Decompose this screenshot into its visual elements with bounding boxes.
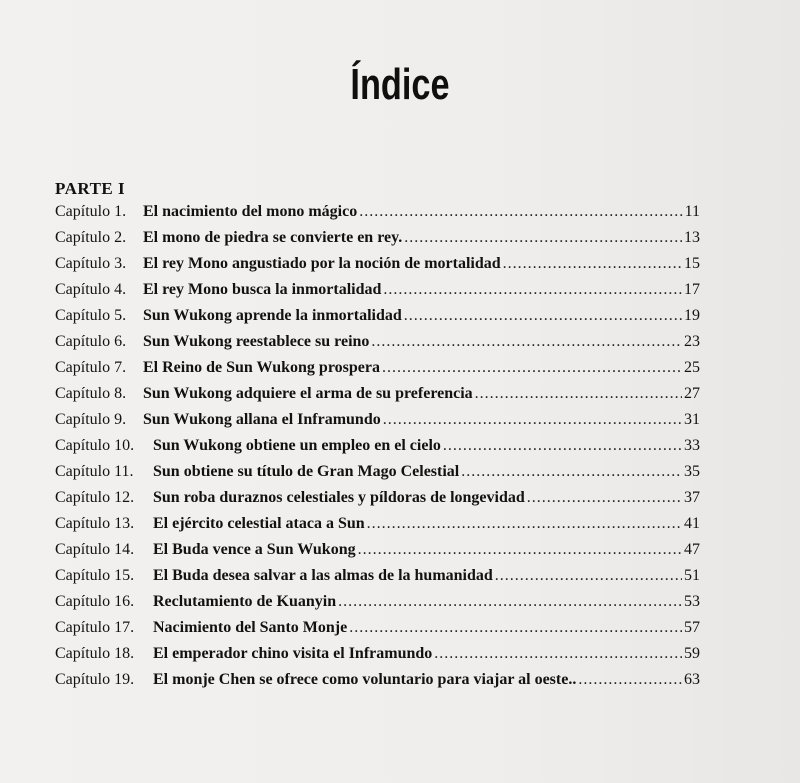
page-number: 25 xyxy=(684,359,700,376)
dot-leader xyxy=(578,671,682,689)
chapter-number: Capítulo 4. xyxy=(55,281,127,298)
chapter-title: El emperador chino visita el Inframundo xyxy=(153,645,433,662)
chapter-number: Capítulo 17. xyxy=(55,619,135,636)
chapter-title: El rey Mono busca la inmortalidad xyxy=(143,281,382,298)
dot-leader xyxy=(382,359,682,377)
toc-entry xyxy=(55,255,700,281)
chapter-title: El monje Chen se ofrece como voluntario para viajar al oeste.. xyxy=(153,671,577,688)
chapter-title: El nacimiento del mono mágico xyxy=(143,203,358,220)
chapter-number: Capítulo 3. xyxy=(55,255,127,272)
part-heading: PARTE I xyxy=(55,179,126,198)
toc-entry xyxy=(55,541,700,567)
chapter-number: Capítulo 12. xyxy=(55,489,135,506)
chapter-title: El Buda desea salvar a las almas de la humanidad xyxy=(153,567,493,584)
chapter-title: Nacimiento del Santo Monje xyxy=(153,619,348,636)
chapter-title: El Buda vence a Sun Wukong xyxy=(153,541,356,558)
toc-entry xyxy=(55,203,700,229)
toc-entry xyxy=(55,593,700,619)
toc-entry xyxy=(55,359,700,385)
toc-entry xyxy=(55,619,700,645)
toc-entry xyxy=(55,307,700,333)
chapter-number: Capítulo 7. xyxy=(55,359,127,376)
page-number: 37 xyxy=(684,489,700,506)
page-number: 15 xyxy=(684,255,700,272)
chapter-title: Sun Wukong aprende la inmortalidad xyxy=(143,307,402,324)
page-number: 17 xyxy=(684,281,700,298)
dot-leader xyxy=(443,437,682,455)
chapter-number: Capítulo 15. xyxy=(55,567,135,584)
toc-entry xyxy=(55,567,700,593)
toc-entry xyxy=(55,411,700,437)
chapter-title: Sun Wukong adquiere el arma de su preferencia xyxy=(143,385,473,402)
chapter-number: Capítulo 13. xyxy=(55,515,135,532)
page-number: 63 xyxy=(684,671,700,688)
toc-entry xyxy=(55,515,700,541)
dot-leader xyxy=(367,515,682,533)
chapter-title: Sun roba duraznos celestiales y píldoras de longevidad xyxy=(153,489,525,506)
dot-leader xyxy=(349,619,682,637)
dot-leader xyxy=(383,281,682,299)
chapter-title: Sun Wukong allana el Inframundo xyxy=(143,411,381,428)
page-number: 59 xyxy=(684,645,700,662)
page-number: 19 xyxy=(684,307,700,324)
toc-entry xyxy=(55,281,700,307)
dot-leader xyxy=(404,229,682,247)
dot-leader xyxy=(404,307,682,325)
chapter-title: El mono de piedra se convierte en rey. xyxy=(143,229,403,246)
dot-leader xyxy=(527,489,682,507)
chapter-number: Capítulo 6. xyxy=(55,333,127,350)
page-title: Índice xyxy=(350,60,450,109)
chapter-number: Capítulo 5. xyxy=(55,307,127,324)
chapter-number: Capítulo 19. xyxy=(55,671,135,688)
page-number: 53 xyxy=(684,593,700,610)
chapter-number: Capítulo 18. xyxy=(55,645,135,662)
toc-entry xyxy=(55,229,700,255)
dot-leader xyxy=(358,541,682,559)
page-number: 51 xyxy=(684,567,700,584)
chapter-title: Reclutamiento de Kuanyin xyxy=(153,593,337,610)
chapter-title: El ejército celestial ataca a Sun xyxy=(153,515,365,532)
page-number: 57 xyxy=(684,619,700,636)
page-number: 31 xyxy=(684,411,700,428)
chapter-number: Capítulo 9. xyxy=(55,411,127,428)
chapter-title: Sun Wukong obtiene un empleo en el cielo xyxy=(153,437,441,454)
toc-entry xyxy=(55,385,700,411)
dot-leader xyxy=(383,411,682,429)
chapter-number: Capítulo 11. xyxy=(55,463,134,480)
dot-leader xyxy=(461,463,682,481)
page-number: 13 xyxy=(684,229,700,246)
toc-entry xyxy=(55,671,700,697)
dot-leader xyxy=(338,593,682,611)
toc-entry xyxy=(55,489,700,515)
chapter-title: El rey Mono angustiado por la noción de mortalidad xyxy=(143,255,501,272)
page-number: 23 xyxy=(684,333,700,350)
toc-entry xyxy=(55,333,700,359)
page-number: 41 xyxy=(684,515,700,532)
chapter-number: Capítulo 1. xyxy=(55,203,127,220)
dot-leader xyxy=(475,385,682,403)
page-number: 27 xyxy=(684,385,700,402)
page-number: 47 xyxy=(684,541,700,558)
toc-entry xyxy=(55,645,700,671)
chapter-title: Sun obtiene su título de Gran Mago Celestial xyxy=(153,463,460,480)
page-number: 35 xyxy=(684,463,700,480)
page-number: 11 xyxy=(684,203,700,220)
dot-leader xyxy=(434,645,682,663)
toc-entry xyxy=(55,463,700,489)
chapter-number: Capítulo 16. xyxy=(55,593,135,610)
dot-leader xyxy=(503,255,682,273)
dot-leader xyxy=(359,203,682,221)
table-of-contents xyxy=(55,203,700,697)
chapter-number: Capítulo 8. xyxy=(55,385,127,402)
chapter-number: Capítulo 14. xyxy=(55,541,135,558)
chapter-number: Capítulo 2. xyxy=(55,229,127,246)
dot-leader xyxy=(495,567,682,585)
page-number: 33 xyxy=(684,437,700,454)
chapter-number: Capítulo 10. xyxy=(55,437,135,454)
toc-entry xyxy=(55,437,700,463)
chapter-title: El Reino de Sun Wukong prospera xyxy=(143,359,380,376)
dot-leader xyxy=(371,333,682,351)
chapter-title: Sun Wukong reestablece su reino xyxy=(143,333,370,350)
